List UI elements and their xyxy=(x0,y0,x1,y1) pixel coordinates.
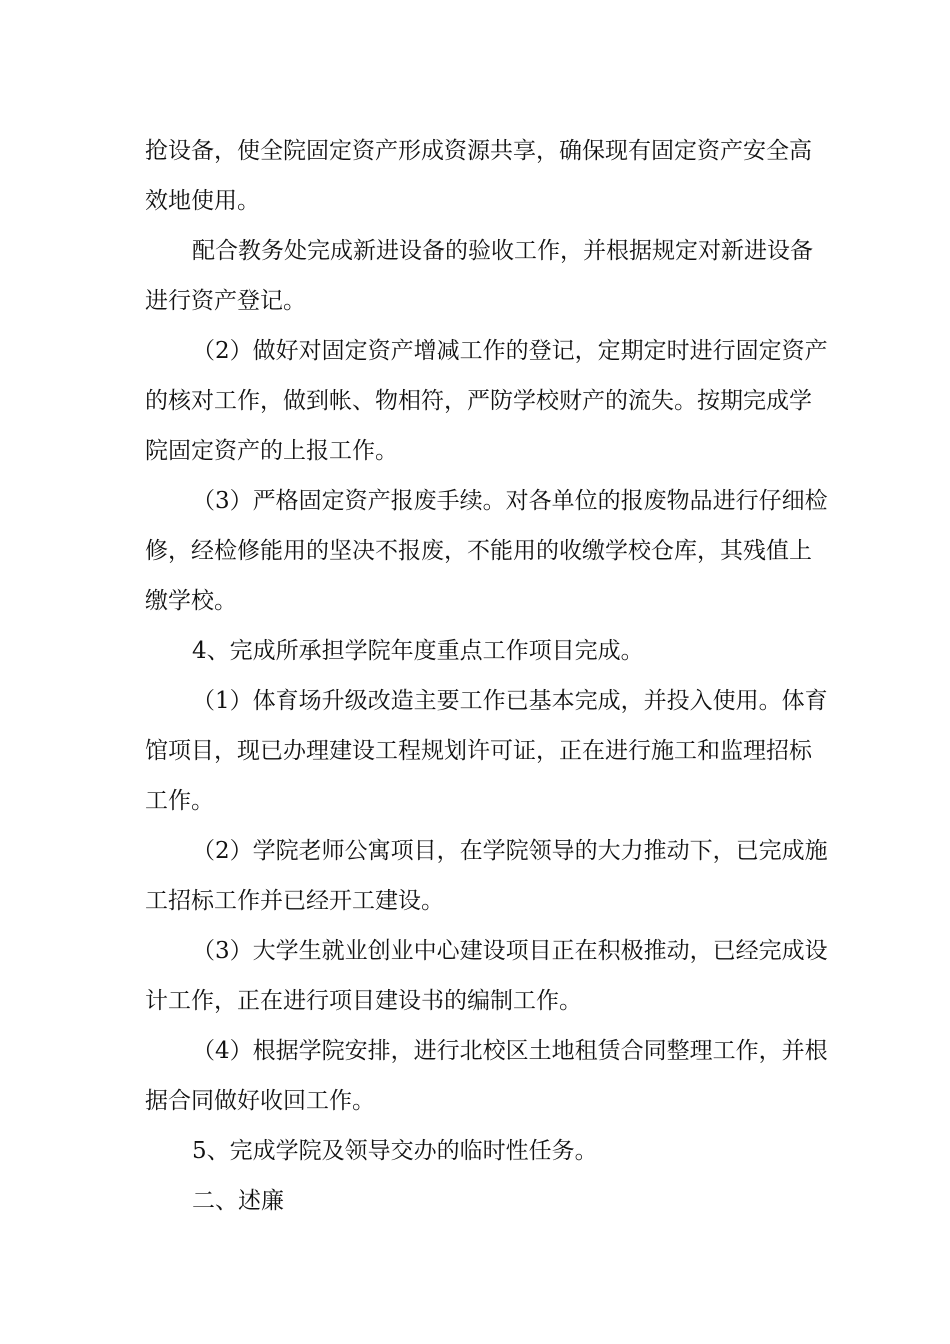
text-line: 效地使用。 xyxy=(145,188,260,214)
text-line: 馆项目，现已办理建设工程规划许可证，正在进行施工和监理招标 xyxy=(145,738,812,764)
text-line: （3）大学生就业创业中心建设项目正在积极推动，已经完成设 xyxy=(192,938,828,964)
text-line: 工招标工作并已经开工建设。 xyxy=(145,888,444,914)
text-line: 工作。 xyxy=(145,788,214,814)
text-line: 进行资产登记。 xyxy=(145,288,306,314)
text-line: 缴学校。 xyxy=(145,588,237,614)
text-line: 的核对工作，做到帐、物相符，严防学校财产的流失。按期完成学 xyxy=(145,388,812,414)
section-heading: 5、完成学院及领导交办的临时性任务。 xyxy=(192,1138,598,1164)
text-line: （1）体育场升级改造主要工作已基本完成，并投入使用。体育 xyxy=(192,688,828,714)
text-line: 修，经检修能用的坚决不报废，不能用的收缴学校仓库，其残值上 xyxy=(145,538,812,564)
text-line: 计工作，正在进行项目建设书的编制工作。 xyxy=(145,988,582,1014)
text-line: 院固定资产的上报工作。 xyxy=(145,438,398,464)
section-heading: 4、完成所承担学院年度重点工作项目完成。 xyxy=(192,638,644,664)
text-line: 据合同做好收回工作。 xyxy=(145,1088,375,1114)
text-line: （4）根据学院安排，进行北校区土地租赁合同整理工作，并根 xyxy=(192,1038,828,1064)
text-line: 配合教务处完成新进设备的验收工作，并根据规定对新进设备 xyxy=(192,238,813,264)
text-line: 抢设备，使全院固定资产形成资源共享，确保现有固定资产安全高 xyxy=(145,138,812,164)
text-line: （2）做好对固定资产增减工作的登记，定期定时进行固定资产 xyxy=(192,338,828,364)
text-line: （3）严格固定资产报废手续。对各单位的报废物品进行仔细检 xyxy=(192,488,828,514)
section-heading: 二、述廉 xyxy=(192,1188,284,1214)
text-line: （2）学院老师公寓项目，在学院领导的大力推动下，已完成施 xyxy=(192,838,828,864)
